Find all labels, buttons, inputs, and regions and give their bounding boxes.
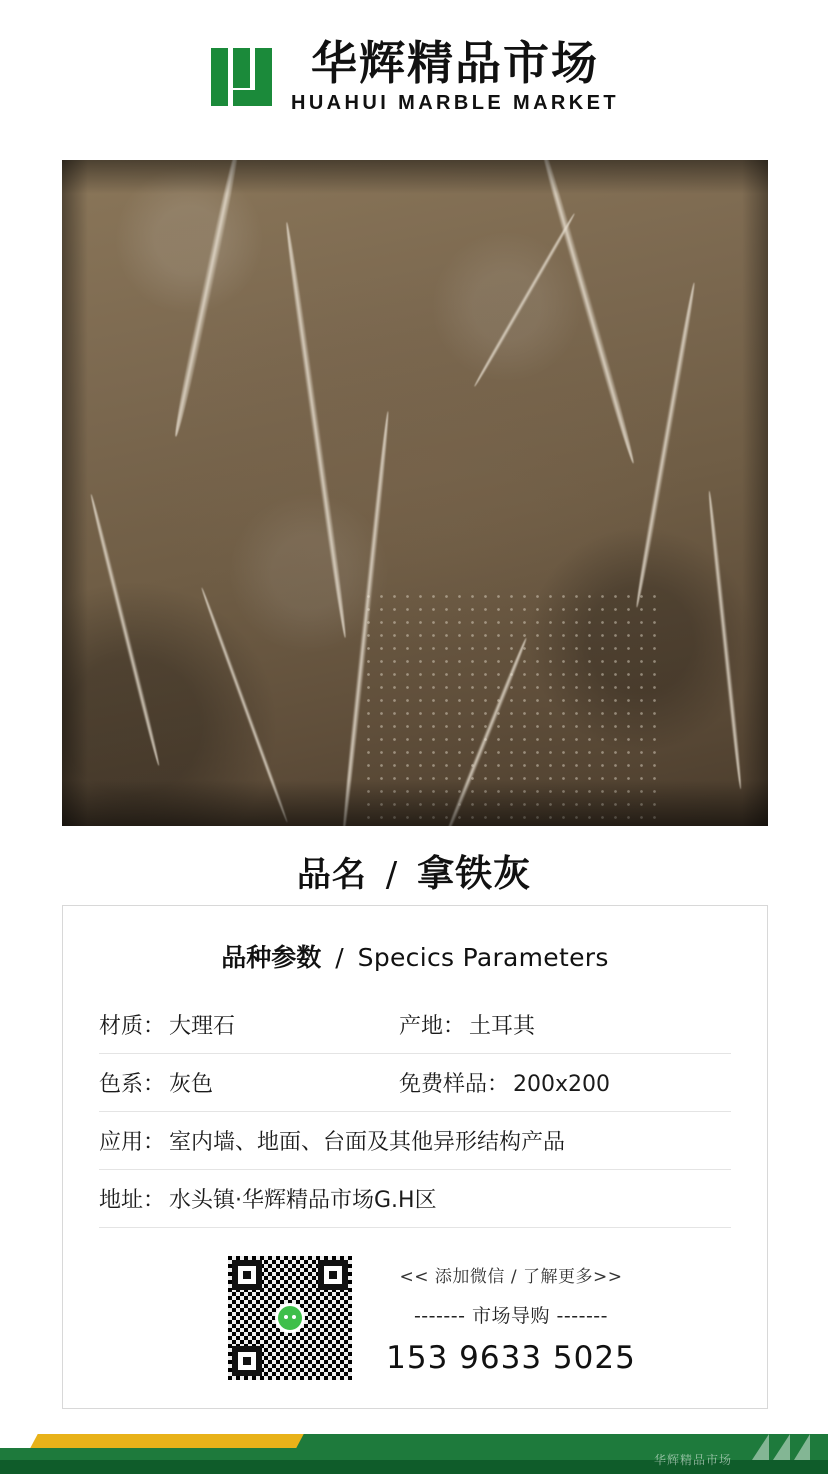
footer-bands (0, 1430, 828, 1474)
brand-header (0, 28, 828, 126)
spec-bottom-divider (99, 1227, 731, 1228)
contact-phone[interactable]: 153 9633 5025 (386, 1340, 636, 1376)
spec-key: 地址： (99, 1188, 166, 1213)
product-photo (62, 160, 768, 826)
footer-yellow-band (30, 1434, 337, 1448)
marble-vein (706, 491, 743, 790)
spec-value: 室内墙、地面、台面及其他异形结构产品 (169, 1130, 566, 1155)
brand-name-en: HUAHUI MARBLE MARKET (291, 92, 619, 115)
spec-cell (99, 1125, 731, 1156)
add-wechat-text: << 添加微信 / 了解更多>> (399, 1267, 623, 1287)
marble-vein (88, 493, 162, 766)
marble-texture (62, 160, 768, 826)
contact-block (63, 1256, 769, 1380)
huahui-watermark-logo-icon (752, 1434, 810, 1460)
spec-key: 应用： (99, 1130, 166, 1155)
marble-vein (472, 212, 576, 388)
wechat-qr-code-icon[interactable] (228, 1256, 352, 1380)
marble-vein (633, 282, 697, 608)
spec-row (99, 1169, 731, 1227)
photo-vignette-right (742, 160, 768, 826)
spec-title-en: Specics Parameters (357, 943, 609, 972)
qr-eye (232, 1346, 262, 1376)
product-name-line (0, 843, 828, 897)
spec-cell (99, 1067, 399, 1098)
spec-value: 土耳其 (469, 1014, 536, 1039)
marble-vein (283, 221, 349, 638)
marble-vein (171, 160, 243, 438)
contact-text (386, 1256, 636, 1376)
photo-vignette-top (62, 160, 768, 194)
spec-title-separator: / (335, 943, 344, 972)
spec-value: 灰色 (169, 1072, 214, 1097)
photo-vignette-bottom (62, 780, 768, 826)
spec-row (99, 1111, 731, 1169)
footer-watermark-text: 华辉精品市场 (653, 1453, 732, 1467)
spec-card (62, 905, 768, 1409)
spec-cell (399, 1009, 535, 1040)
product-name-value: 拿铁灰 (417, 852, 532, 895)
spec-row (99, 1053, 731, 1111)
spec-value: 水头镇·华辉精品市场G.H区 (169, 1188, 437, 1213)
spec-title-cn: 品种参数 (221, 943, 322, 972)
marble-vein (535, 160, 637, 465)
spec-value: 大理石 (169, 1014, 236, 1039)
brand-text (291, 35, 619, 116)
brand-name-cn: 华辉精品市场 (310, 35, 599, 90)
spec-key: 产地： (399, 1014, 466, 1039)
spec-key: 免费样品： (399, 1072, 510, 1097)
spec-key: 色系： (99, 1072, 166, 1097)
spec-cell (99, 1009, 399, 1040)
footer-upper-green-band (296, 1434, 828, 1448)
huahui-blocks-logo-icon (209, 44, 275, 110)
qr-eye (232, 1260, 262, 1290)
spec-rows (99, 996, 731, 1227)
product-name-label: 品名 (296, 855, 367, 895)
spec-cell (399, 1067, 610, 1098)
qr-eye (318, 1260, 348, 1290)
spec-key: 材质： (99, 1014, 166, 1039)
wechat-icon (275, 1303, 305, 1333)
spec-value: 200x200 (513, 1072, 611, 1097)
product-name-separator: / (385, 855, 399, 895)
photo-vignette-left (62, 160, 88, 826)
spec-cell (99, 1183, 731, 1214)
market-guide-text: ------- 市场导购 ------- (413, 1305, 609, 1327)
spec-card-title (63, 938, 767, 974)
spec-row (99, 996, 731, 1053)
